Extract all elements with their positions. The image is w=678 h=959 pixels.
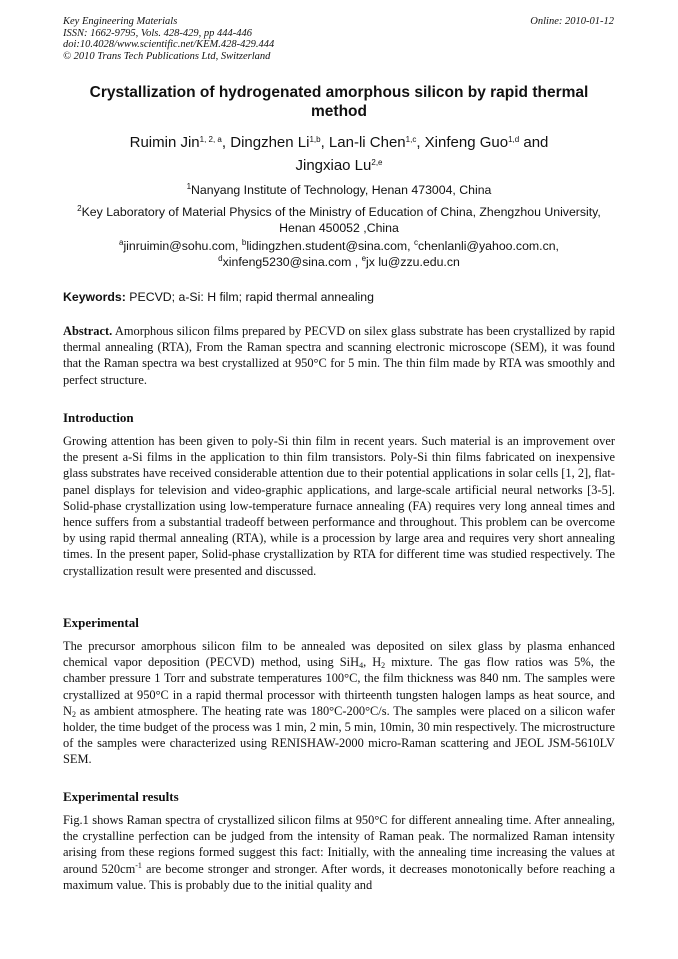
keywords [63,290,615,304]
affiliation-text: Nanyang Institute of Technology, Henan 473004, China [191,183,492,197]
author-affiliation-mark: 1,d [508,135,520,144]
results-text: Fig.1 shows Raman spectra of crystallized silicon films at 950°C for different annealing time. After annealing, the crystalline perfection can be judged from the intensity of Raman peak. The normalized Raman intensity arising from these regions formed suggest this fact: Initially, with the annealing time increasing the values at around 520cm [63,813,615,876]
experimental-text: mixture. The gas flow ratios was 5%, the chamber pressure 1 Torr and substrate temperatures 100°C, the film thickness was 840 nm. The samples were crystallized at 950°C in a rapid thermal processor with thirteenth tungsten halogen lamps as heat source, and N [63,655,615,718]
journal-name: Key Engineering Materials [63,16,178,27]
affiliation-text: Key Laboratory of Material Physics of the Ministry of Education of China, Zhengzhou University, Henan 450052 ,China [81,205,601,235]
abstract-label: Abstract. [63,324,113,338]
keywords-text: PECVD; a-Si: H film; rapid thermal annealing [125,290,374,304]
experimental-text: , H [363,655,382,670]
subscript: 2 [381,661,386,671]
journal-doi: doi:10.4028/www.scientific.net/KEM.428-429.444 [63,39,275,50]
introduction-paragraph: Growing attention has been given to poly-Si thin film in recent years. Such material is an improvement over the present a-Si films in the application to thin film transistors. Poly-Si thin films fabricated on inexpensive glass substrates have received considerable attention due to their potential applications in solar cells [1, 2], flat-panel displays for television and video-graphic applications, and large-scale artificial neural networks [3-5]. Solid-phase crystallization using low-temperature furnace annealing (FA) requires very long anneal times and hence suffers from a substantial tradeoff between performance and throughout. This problem can be overcome by using rapid thermal annealing (RTA), while is a procession by large area and requires very short annealing times. In the present paper, Solid-phase crystallization by RTA for different time was studied respectively. The crystallization result were presented and discussed. [63,434,615,578]
affiliation-1 [63,183,615,199]
email-mark: a [119,238,124,247]
author-affiliation-mark: 1,c [405,135,417,144]
author-name: Xinfeng Guo [424,134,509,151]
section-heading-introduction: Introduction [63,410,134,425]
subscript: 4 [359,661,364,671]
subscript: 2 [71,709,76,719]
affiliation-2 [63,205,615,236]
author-name: Lan-li Chen [328,134,406,151]
author-name: Ruimin Jin [129,134,200,151]
email-link[interactable]: lidingzhen.student@sina.com, [246,239,414,253]
email-mark: e [361,253,367,263]
author-emails [63,239,615,270]
abstract [63,323,615,388]
results-text: are become stronger and stronger. After words, it decreases monotonically before reaching a maximum value. This is probably due to the initial quality and [63,861,616,892]
journal-issn: ISSN: 1662-9795, Vols. 428-429, pp 444-446 [63,27,252,39]
author-and: and [523,134,549,151]
keywords-label: Keywords: [63,290,126,304]
email-link[interactable]: xinfeng5230@sina.com , [222,254,362,269]
email-link[interactable]: jinruimin@sohu.com, [123,239,242,253]
author-affiliation-mark: 1,b [309,135,321,144]
superscript: -1 [135,860,142,870]
section-heading-experimental: Experimental [63,615,139,630]
affiliation-mark: 1 [186,182,192,191]
affiliation-mark: 2 [77,204,82,213]
experimental-paragraph [63,638,615,768]
journal-copyright: © 2010 Trans Tech Publications Ltd, Switzerland [63,50,271,62]
experimental-text: The precursor amorphous silicon film to be annealed was deposited on silex glass by plasma enhanced chemical vapor deposition (PECVD) method, using SiH [63,639,615,670]
online-date: Online: 2010-01-12 [530,16,614,27]
paper-title: Crystallization of hydrogenated amorphous silicon by rapid thermal method [89,84,589,120]
email-link[interactable]: chenlanli@yahoo.com.cn, [417,239,559,253]
journal-header [63,16,274,62]
email-mark: c [413,238,418,247]
author-affiliation-mark: 2,e [371,158,383,167]
email-mark: b [241,238,247,247]
email-link[interactable]: jx lu@zzu.edu.cn [366,254,460,269]
results-paragraph [63,812,615,893]
section-heading-results: Experimental results [63,789,179,804]
author-affiliation-mark: 1, 2, a [199,135,222,144]
email-mark: d [218,253,223,263]
author-name: Dingzhen Li [230,134,310,151]
abstract-text: Amorphous silicon films prepared by PECVD on silex glass substrate has been crystallized by rapid thermal annealing (RTA), From the Raman spectra and scanning electronic microscope (SEM), it was found that the Raman spectra wa best crystallized at 950°C for 5 min. The thin film made by RTA was smoothly and perfect structure. [63,324,615,387]
author-name: Jingxiao Lu [295,157,372,174]
experimental-text: as ambient atmosphere. The heating rate was 180°C-200°C/s. The samples were placed on a silicon wafer holder, the time budget of the process was 1 min, 2 min, 5 min, 10min, 30 min respectively. The microstructure of the samples were characterized using RENISHAW-2000 micro-Raman scattering and JEOL JSM-5610LV SEM. [63,703,615,767]
author-list: Ruimin Jin$^{1, 2, a}$, Dingzhen Li$^{1,b}$, Lan-li Chen$^{1,c}$, Xinfeng Guo$^{1,d}$ and Jingxiao Lu$^{2,e}$ [129,134,549,174]
